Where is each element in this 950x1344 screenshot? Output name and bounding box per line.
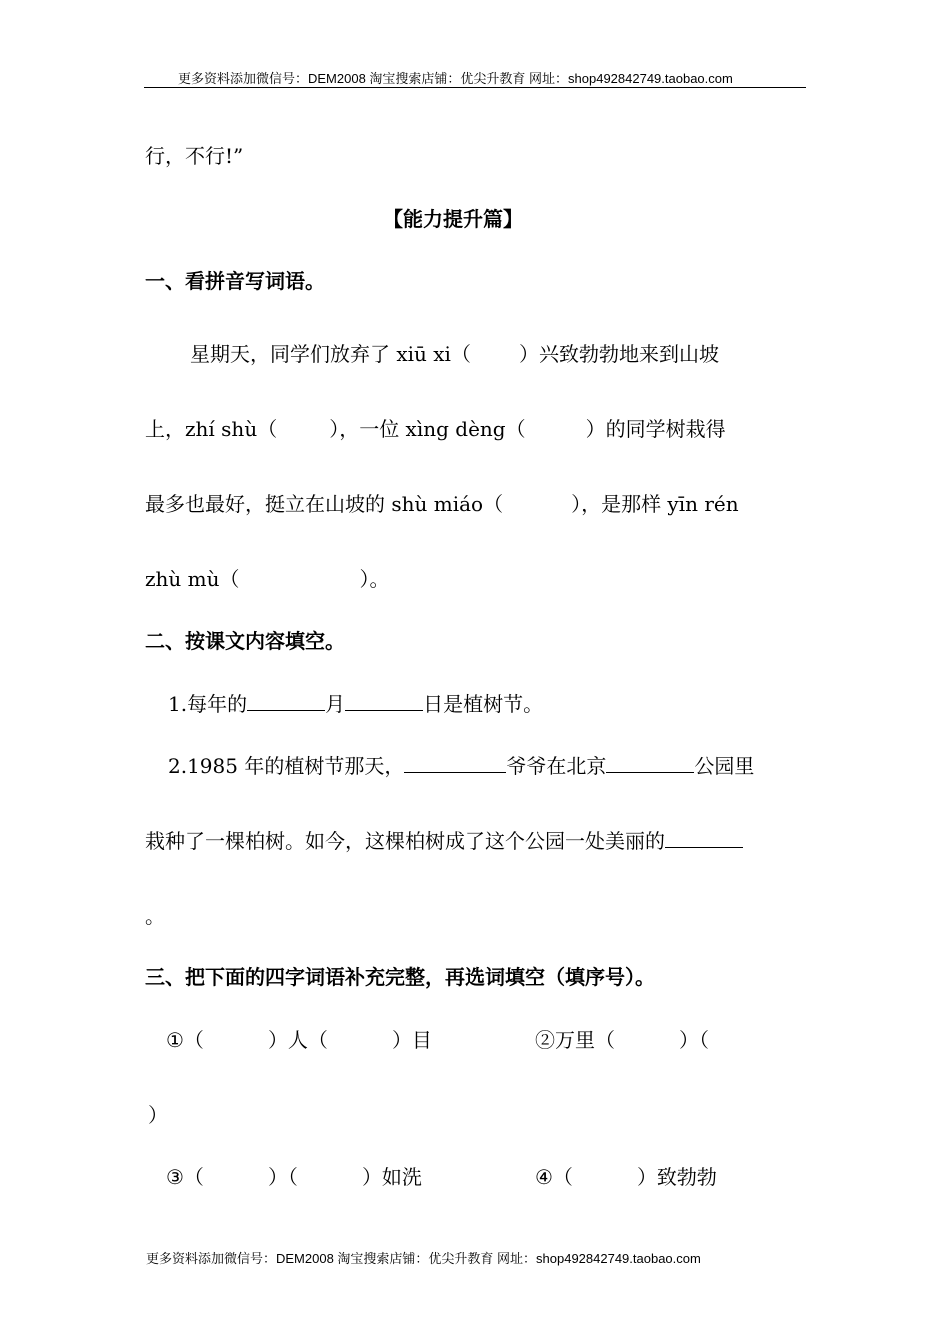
idiom-4-part-b: ）致勃勃 <box>636 1165 717 1189</box>
q1-line-3-part-b: ），是那样 yīn rén <box>571 492 739 516</box>
header-rule <box>144 87 806 88</box>
q1-line-2 <box>145 413 726 442</box>
idiom-3-part-b: ）（ <box>267 1165 298 1189</box>
idiom-1-part-c: ）目 <box>391 1028 432 1052</box>
idiom-3-part-a: ③（ <box>166 1165 204 1189</box>
page-footer: 更多资料添加微信号：DEM2008 淘宝搜索店铺：优尖升教育 网址：shop492842749.taobao.com <box>146 1251 701 1266</box>
idiom-2-part-b: ）（ <box>679 1028 709 1052</box>
q3-title: 三、把下面的四字词语补充完整，再选词填空（填序号）。 <box>145 965 655 989</box>
idiom-1-part-b: ）人（ <box>267 1028 328 1052</box>
q2-item-1-part-a: 1.每年的 <box>168 692 248 716</box>
q2-item-1 <box>168 688 543 717</box>
q2-title: 二、按课文内容填空。 <box>145 629 345 653</box>
fill-blank[interactable] <box>345 692 423 711</box>
q1-title: 一、看拼音写词语。 <box>145 269 325 293</box>
q3-row-3-left <box>166 1161 422 1190</box>
idiom-4-part-a: ④（ <box>535 1165 573 1189</box>
fill-blank[interactable] <box>665 829 743 848</box>
q1-line-3-part-a: 最多也最好，挺立在山坡的 shù miáo（ <box>145 492 504 516</box>
q2-item-2-part-b: 爷爷在北京 <box>506 754 607 778</box>
q3-row-1-left <box>166 1024 432 1053</box>
q2-item-2-cont <box>145 825 743 854</box>
intro-line: 行，不行!” <box>145 144 244 168</box>
q2-item-2-part-a: 2.1985 年的植树节那天， <box>168 754 405 778</box>
fill-blank[interactable] <box>404 754 506 773</box>
q1-line-1-part-a: 星期天，同学们放弃了 xiū xi（ <box>190 342 471 366</box>
q3-row-1-right <box>535 1024 709 1053</box>
q2-item-2-part-c: 公园里 <box>694 754 755 778</box>
fill-blank[interactable] <box>247 692 325 711</box>
q2-item-2-cont-text: 栽种了一棵柏树。如今，这棵柏树成了这个公园一处美丽的 <box>145 829 665 853</box>
idiom-3-part-c: ）如洗 <box>361 1165 422 1189</box>
section-title: 【能力提升篇】 <box>383 207 523 231</box>
q2-item-1-part-b: 月 <box>325 692 346 716</box>
q2-item-2-end: 。 <box>145 904 165 928</box>
fill-blank[interactable] <box>606 754 694 773</box>
q1-line-4 <box>145 563 390 592</box>
q3-row-3-right <box>535 1161 717 1190</box>
q1-line-1-part-b: ）兴致勃勃地来到山坡 <box>518 342 719 366</box>
q1-line-4-part-a: zhù mù（ <box>145 567 240 591</box>
q2-item-1-part-c: 日是植树节。 <box>423 692 544 716</box>
q1-line-2-part-b: ），一位 xìng dèng（ <box>329 417 526 441</box>
page-header: 更多资料添加微信号：DEM2008 淘宝搜索店铺：优尖升教育 网址：shop492842749.taobao.com <box>178 71 733 86</box>
q1-line-3 <box>145 488 739 517</box>
q1-line-1 <box>190 338 719 367</box>
q2-item-2 <box>168 750 754 779</box>
q1-line-4-part-b: ）。 <box>359 567 390 591</box>
idiom-2-part-a: ②万里（ <box>535 1028 615 1052</box>
q3-row-2: ） <box>148 1103 168 1127</box>
idiom-1-part-a: ①（ <box>166 1028 204 1052</box>
q1-line-2-part-c: ）的同学树栽得 <box>585 417 726 441</box>
q1-line-2-part-a: 上，zhí shù（ <box>145 417 278 441</box>
